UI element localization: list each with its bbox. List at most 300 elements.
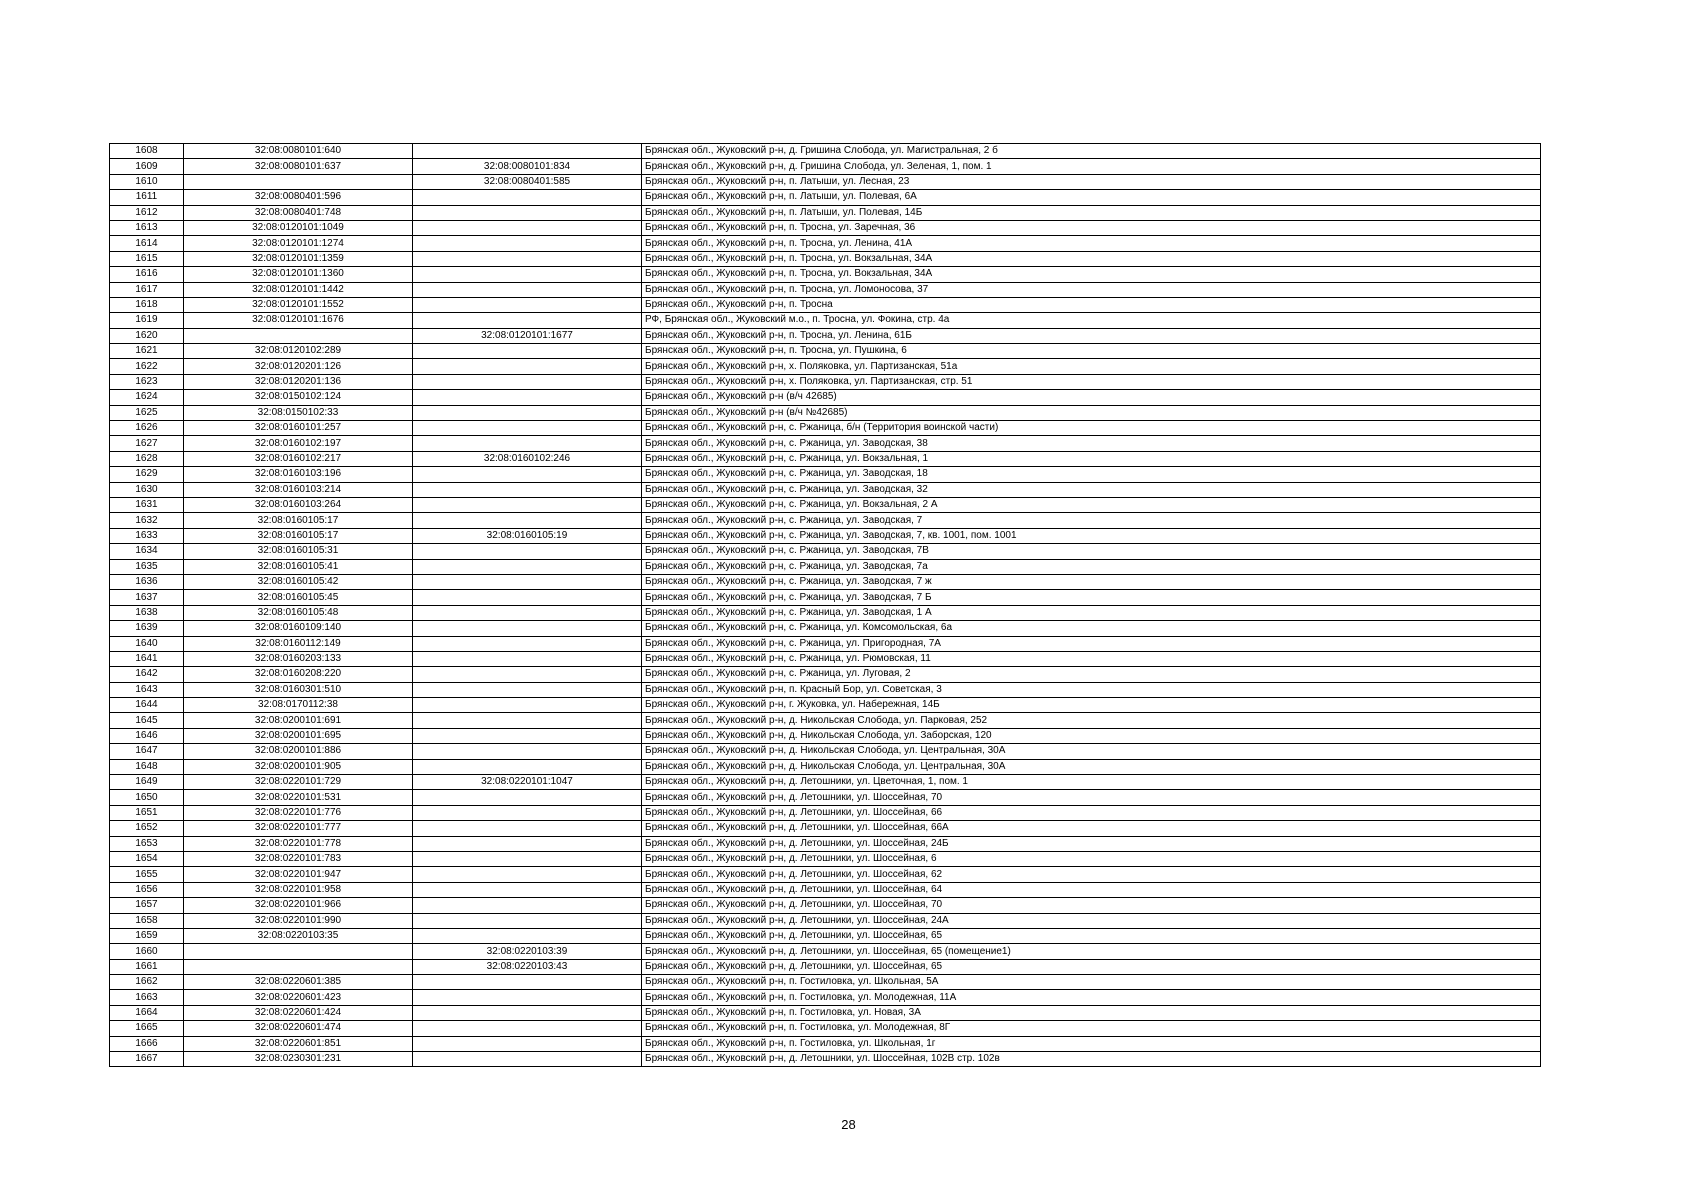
address-cell: Брянская обл., Жуковский р-н, д. Летошники, ул. Шоссейная, 102В стр. 102в	[642, 1052, 1541, 1067]
linked-cadastral-number-cell	[413, 544, 642, 559]
linked-cadastral-number-cell	[413, 790, 642, 805]
table-row	[110, 359, 1541, 374]
row-number-cell: 1625	[110, 405, 184, 420]
table-row	[110, 374, 1541, 389]
cadastral-number-cell	[184, 328, 413, 343]
linked-cadastral-number-cell	[413, 851, 642, 866]
row-number-cell: 1644	[110, 698, 184, 713]
address-cell: Брянская обл., Жуковский р-н, с. Ржаница, ул. Заводская, 1 А	[642, 605, 1541, 620]
table-row	[110, 851, 1541, 866]
linked-cadastral-number-cell	[413, 621, 642, 636]
table-row	[110, 790, 1541, 805]
table-row	[110, 898, 1541, 913]
linked-cadastral-number-cell	[413, 267, 642, 282]
address-cell: Брянская обл., Жуковский р-н, п. Тросна, ул. Ленина, 41А	[642, 236, 1541, 251]
address-cell: Брянская обл., Жуковский р-н, п. Латыши, ул. Лесная, 23	[642, 174, 1541, 189]
cadastral-number-cell: 32:08:0120101:1676	[184, 313, 413, 328]
row-number-cell: 1655	[110, 867, 184, 882]
table-row	[110, 698, 1541, 713]
row-number-cell: 1643	[110, 682, 184, 697]
table-row	[110, 313, 1541, 328]
address-cell: Брянская обл., Жуковский р-н, г. Жуковка, ул. Набережная, 14Б	[642, 698, 1541, 713]
row-number-cell: 1666	[110, 1036, 184, 1051]
cadastral-number-cell: 32:08:0120201:126	[184, 359, 413, 374]
address-cell: Брянская обл., Жуковский р-н, п. Тросна, ул. Вокзальная, 34А	[642, 251, 1541, 266]
address-cell: Брянская обл., Жуковский р-н, д. Летошники, ул. Шоссейная, 66А	[642, 821, 1541, 836]
row-number-cell: 1626	[110, 421, 184, 436]
address-cell: Брянская обл., Жуковский р-н, с. Ржаница, ул. Заводская, 7, кв. 1001, пом. 1001	[642, 528, 1541, 543]
row-number-cell: 1648	[110, 759, 184, 774]
linked-cadastral-number-cell	[413, 251, 642, 266]
address-cell: Брянская обл., Жуковский р-н, с. Ржаница, ул. Вокзальная, 2 А	[642, 497, 1541, 512]
cadastral-number-cell: 32:08:0160203:133	[184, 651, 413, 666]
address-cell: Брянская обл., Жуковский р-н, д. Летошники, ул. Шоссейная, 65 (помещение1)	[642, 944, 1541, 959]
row-number-cell: 1614	[110, 236, 184, 251]
table-row	[110, 1052, 1541, 1067]
address-cell: Брянская обл., Жуковский р-н, д. Никольская Слобода, ул. Центральная, 30А	[642, 744, 1541, 759]
address-cell: Брянская обл., Жуковский р-н, с. Ржаница, ул. Рюмовская, 11	[642, 651, 1541, 666]
address-cell: Брянская обл., Жуковский р-н, с. Ржаница, ул. Заводская, 7	[642, 513, 1541, 528]
row-number-cell: 1649	[110, 775, 184, 790]
linked-cadastral-number-cell	[413, 882, 642, 897]
row-number-cell: 1653	[110, 836, 184, 851]
linked-cadastral-number-cell	[413, 928, 642, 943]
address-cell: Брянская обл., Жуковский р-н, д. Летошники, ул. Шоссейная, 65	[642, 959, 1541, 974]
linked-cadastral-number-cell	[413, 421, 642, 436]
cadastral-number-cell: 32:08:0230301:231	[184, 1052, 413, 1067]
table-row	[110, 297, 1541, 312]
address-cell: Брянская обл., Жуковский р-н, с. Ржаница, ул. Луговая, 2	[642, 667, 1541, 682]
cadastral-number-cell: 32:08:0160105:42	[184, 574, 413, 589]
address-cell: Брянская обл., Жуковский р-н, с. Ржаница, ул. Вокзальная, 1	[642, 451, 1541, 466]
table-row	[110, 436, 1541, 451]
linked-cadastral-number-cell	[413, 220, 642, 235]
table-row	[110, 590, 1541, 605]
address-cell: Брянская обл., Жуковский р-н, д. Летошники, ул. Шоссейная, 70	[642, 790, 1541, 805]
table-row	[110, 190, 1541, 205]
address-cell: Брянская обл., Жуковский р-н, д. Гришина Слобода, ул. Магистральная, 2 б	[642, 144, 1541, 159]
table-row	[110, 559, 1541, 574]
cadastral-number-cell: 32:08:0120201:136	[184, 374, 413, 389]
linked-cadastral-number-cell	[413, 744, 642, 759]
row-number-cell: 1650	[110, 790, 184, 805]
linked-cadastral-number-cell	[413, 867, 642, 882]
linked-cadastral-number-cell	[413, 590, 642, 605]
address-cell: Брянская обл., Жуковский р-н, д. Летошники, ул. Шоссейная, 65	[642, 928, 1541, 943]
linked-cadastral-number-cell	[413, 1005, 642, 1020]
address-cell: Брянская обл., Жуковский р-н, п. Тросна	[642, 297, 1541, 312]
address-cell: Брянская обл., Жуковский р-н, п. Тросна, ул. Заречная, 36	[642, 220, 1541, 235]
cadastral-number-cell: 32:08:0220101:958	[184, 882, 413, 897]
linked-cadastral-number-cell	[413, 359, 642, 374]
row-number-cell: 1619	[110, 313, 184, 328]
linked-cadastral-number-cell	[413, 497, 642, 512]
row-number-cell: 1615	[110, 251, 184, 266]
address-cell: Брянская обл., Жуковский р-н (в/ч №42685)	[642, 405, 1541, 420]
cadastral-number-cell	[184, 174, 413, 189]
cadastral-number-cell: 32:08:0220101:531	[184, 790, 413, 805]
cadastral-number-cell: 32:08:0080401:596	[184, 190, 413, 205]
address-cell: Брянская обл., Жуковский р-н, с. Ржаница, ул. Заводская, 7 ж	[642, 574, 1541, 589]
cadastral-number-cell: 32:08:0200101:695	[184, 728, 413, 743]
linked-cadastral-number-cell	[413, 651, 642, 666]
table-row	[110, 574, 1541, 589]
linked-cadastral-number-cell	[413, 436, 642, 451]
cadastral-number-cell: 32:08:0200101:691	[184, 713, 413, 728]
cadastral-number-cell: 32:08:0220601:423	[184, 990, 413, 1005]
row-number-cell: 1646	[110, 728, 184, 743]
address-cell: Брянская обл., Жуковский р-н, п. Гостиловка, ул. Молодежная, 11А	[642, 990, 1541, 1005]
cadastral-number-cell: 32:08:0160109:140	[184, 621, 413, 636]
linked-cadastral-number-cell	[413, 574, 642, 589]
address-cell: Брянская обл., Жуковский р-н, д. Никольская Слобода, ул. Парковая, 252	[642, 713, 1541, 728]
linked-cadastral-number-cell: 32:08:0160105:19	[413, 528, 642, 543]
cadastral-number-cell: 32:08:0220101:990	[184, 913, 413, 928]
address-cell: Брянская обл., Жуковский р-н, д. Летошники, ул. Шоссейная, 66	[642, 805, 1541, 820]
row-number-cell: 1661	[110, 959, 184, 974]
linked-cadastral-number-cell	[413, 1021, 642, 1036]
row-number-cell: 1637	[110, 590, 184, 605]
cadastral-number-cell: 32:08:0120101:1442	[184, 282, 413, 297]
table-row	[110, 651, 1541, 666]
cadastral-number-cell: 32:08:0120101:1274	[184, 236, 413, 251]
row-number-cell: 1647	[110, 744, 184, 759]
linked-cadastral-number-cell	[413, 205, 642, 220]
cadastral-number-cell: 32:08:0220101:947	[184, 867, 413, 882]
table-row	[110, 682, 1541, 697]
row-number-cell: 1627	[110, 436, 184, 451]
cadastral-number-cell: 32:08:0120101:1359	[184, 251, 413, 266]
cadastral-number-cell: 32:08:0220101:778	[184, 836, 413, 851]
linked-cadastral-number-cell	[413, 682, 642, 697]
table-row	[110, 282, 1541, 297]
cadastral-number-cell: 32:08:0200101:886	[184, 744, 413, 759]
linked-cadastral-number-cell	[413, 759, 642, 774]
table-row	[110, 805, 1541, 820]
address-cell: Брянская обл., Жуковский р-н, д. Летошники, ул. Шоссейная, 24А	[642, 913, 1541, 928]
linked-cadastral-number-cell	[413, 636, 642, 651]
row-number-cell: 1620	[110, 328, 184, 343]
address-cell: Брянская обл., Жуковский р-н, д. Гришина Слобода, ул. Зеленая, 1, пом. 1	[642, 159, 1541, 174]
table-row	[110, 713, 1541, 728]
table-row	[110, 267, 1541, 282]
row-number-cell: 1652	[110, 821, 184, 836]
address-cell: Брянская обл., Жуковский р-н, п. Гостиловка, ул. Новая, 3А	[642, 1005, 1541, 1020]
cadastral-number-cell: 32:08:0160112:149	[184, 636, 413, 651]
cadastral-number-cell: 32:08:0220101:966	[184, 898, 413, 913]
table-row	[110, 944, 1541, 959]
row-number-cell: 1662	[110, 975, 184, 990]
row-number-cell: 1641	[110, 651, 184, 666]
address-cell: Брянская обл., Жуковский р-н, п. Тросна, ул. Ломоносова, 37	[642, 282, 1541, 297]
cadastral-number-cell: 32:08:0160105:31	[184, 544, 413, 559]
linked-cadastral-number-cell	[413, 405, 642, 420]
row-number-cell: 1642	[110, 667, 184, 682]
table-row	[110, 928, 1541, 943]
linked-cadastral-number-cell	[413, 297, 642, 312]
linked-cadastral-number-cell	[413, 482, 642, 497]
table-row	[110, 174, 1541, 189]
linked-cadastral-number-cell	[413, 1052, 642, 1067]
row-number-cell: 1610	[110, 174, 184, 189]
row-number-cell: 1667	[110, 1052, 184, 1067]
linked-cadastral-number-cell: 32:08:0220101:1047	[413, 775, 642, 790]
table-row	[110, 467, 1541, 482]
table-row	[110, 451, 1541, 466]
row-number-cell: 1659	[110, 928, 184, 943]
cadastral-number-cell: 32:08:0220601:474	[184, 1021, 413, 1036]
table-row	[110, 913, 1541, 928]
cadastral-number-cell: 32:08:0160102:217	[184, 451, 413, 466]
linked-cadastral-number-cell	[413, 1036, 642, 1051]
linked-cadastral-number-cell: 32:08:0160102:246	[413, 451, 642, 466]
row-number-cell: 1608	[110, 144, 184, 159]
address-cell: Брянская обл., Жуковский р-н, с. Ржаница, ул. Заводская, 7а	[642, 559, 1541, 574]
cadastral-number-cell: 32:08:0160102:197	[184, 436, 413, 451]
cadastral-number-cell: 32:08:0150102:33	[184, 405, 413, 420]
row-number-cell: 1638	[110, 605, 184, 620]
row-number-cell: 1635	[110, 559, 184, 574]
linked-cadastral-number-cell: 32:08:0120101:1677	[413, 328, 642, 343]
address-cell: Брянская обл., Жуковский р-н, с. Ржаница, ул. Заводская, 18	[642, 467, 1541, 482]
cadastral-number-cell: 32:08:0160105:17	[184, 528, 413, 543]
linked-cadastral-number-cell	[413, 144, 642, 159]
cadastral-number-cell: 32:08:0220601:424	[184, 1005, 413, 1020]
property-registry-table	[109, 143, 1541, 1067]
linked-cadastral-number-cell	[413, 990, 642, 1005]
table-row	[110, 990, 1541, 1005]
linked-cadastral-number-cell	[413, 821, 642, 836]
table-row	[110, 621, 1541, 636]
cadastral-number-cell: 32:08:0120101:1552	[184, 297, 413, 312]
address-cell: Брянская обл., Жуковский р-н, д. Летошники, ул. Шоссейная, 6	[642, 851, 1541, 866]
table-row	[110, 236, 1541, 251]
cadastral-number-cell: 32:08:0160101:257	[184, 421, 413, 436]
address-cell: Брянская обл., Жуковский р-н, с. Ржаница, ул. Комсомольская, 6а	[642, 621, 1541, 636]
address-cell: Брянская обл., Жуковский р-н, х. Поляковка, ул. Партизанская, стр. 51	[642, 374, 1541, 389]
cadastral-number-cell	[184, 959, 413, 974]
row-number-cell: 1640	[110, 636, 184, 651]
row-number-cell: 1630	[110, 482, 184, 497]
table-row	[110, 497, 1541, 512]
row-number-cell: 1634	[110, 544, 184, 559]
linked-cadastral-number-cell	[413, 898, 642, 913]
row-number-cell: 1611	[110, 190, 184, 205]
cadastral-number-cell: 32:08:0220101:729	[184, 775, 413, 790]
table-row	[110, 867, 1541, 882]
table-row	[110, 405, 1541, 420]
linked-cadastral-number-cell	[413, 313, 642, 328]
cadastral-number-cell: 32:08:0080101:637	[184, 159, 413, 174]
linked-cadastral-number-cell	[413, 344, 642, 359]
registry-table-body	[110, 144, 1541, 1067]
linked-cadastral-number-cell	[413, 190, 642, 205]
address-cell: Брянская обл., Жуковский р-н, д. Летошники, ул. Цветочная, 1, пом. 1	[642, 775, 1541, 790]
row-number-cell: 1656	[110, 882, 184, 897]
row-number-cell: 1617	[110, 282, 184, 297]
cadastral-number-cell: 32:08:0220101:777	[184, 821, 413, 836]
linked-cadastral-number-cell	[413, 374, 642, 389]
table-row	[110, 220, 1541, 235]
table-row	[110, 775, 1541, 790]
table-row	[110, 1005, 1541, 1020]
address-cell: Брянская обл., Жуковский р-н (в/ч 42685)	[642, 390, 1541, 405]
cadastral-number-cell: 32:08:0160103:196	[184, 467, 413, 482]
row-number-cell: 1664	[110, 1005, 184, 1020]
cadastral-number-cell: 32:08:0160105:45	[184, 590, 413, 605]
table-row	[110, 667, 1541, 682]
linked-cadastral-number-cell	[413, 390, 642, 405]
linked-cadastral-number-cell	[413, 667, 642, 682]
cadastral-number-cell: 32:08:0120101:1360	[184, 267, 413, 282]
cadastral-number-cell: 32:08:0160103:264	[184, 497, 413, 512]
cadastral-number-cell	[184, 944, 413, 959]
linked-cadastral-number-cell: 32:08:0080401:585	[413, 174, 642, 189]
row-number-cell: 1613	[110, 220, 184, 235]
linked-cadastral-number-cell	[413, 836, 642, 851]
table-row	[110, 144, 1541, 159]
table-row	[110, 636, 1541, 651]
row-number-cell: 1622	[110, 359, 184, 374]
cadastral-number-cell: 32:08:0160105:41	[184, 559, 413, 574]
row-number-cell: 1636	[110, 574, 184, 589]
row-number-cell: 1657	[110, 898, 184, 913]
address-cell: Брянская обл., Жуковский р-н, х. Поляковка, ул. Партизанская, 51а	[642, 359, 1541, 374]
table-row	[110, 882, 1541, 897]
row-number-cell: 1628	[110, 451, 184, 466]
cadastral-number-cell: 32:08:0220101:783	[184, 851, 413, 866]
row-number-cell: 1631	[110, 497, 184, 512]
address-cell: Брянская обл., Жуковский р-н, д. Никольская Слобода, ул. Заборская, 120	[642, 728, 1541, 743]
table-row	[110, 759, 1541, 774]
address-cell: Брянская обл., Жуковский р-н, п. Латыши, ул. Полевая, 6А	[642, 190, 1541, 205]
table-row	[110, 728, 1541, 743]
cadastral-number-cell: 32:08:0160208:220	[184, 667, 413, 682]
address-cell: Брянская обл., Жуковский р-н, п. Тросна, ул. Пушкина, 6	[642, 344, 1541, 359]
row-number-cell: 1609	[110, 159, 184, 174]
table-row	[110, 205, 1541, 220]
linked-cadastral-number-cell	[413, 975, 642, 990]
cadastral-number-cell: 32:08:0220101:776	[184, 805, 413, 820]
row-number-cell: 1621	[110, 344, 184, 359]
address-cell: Брянская обл., Жуковский р-н, п. Гостиловка, ул. Школьная, 1г	[642, 1036, 1541, 1051]
row-number-cell: 1660	[110, 944, 184, 959]
address-cell: Брянская обл., Жуковский р-н, д. Летошники, ул. Шоссейная, 64	[642, 882, 1541, 897]
address-cell: Брянская обл., Жуковский р-н, с. Ржаница, ул. Заводская, 32	[642, 482, 1541, 497]
address-cell: Брянская обл., Жуковский р-н, д. Никольская Слобода, ул. Центральная, 30А	[642, 759, 1541, 774]
cadastral-number-cell: 32:08:0080101:640	[184, 144, 413, 159]
address-cell: Брянская обл., Жуковский р-н, с. Ржаница, ул. Заводская, 7 Б	[642, 590, 1541, 605]
address-cell: Брянская обл., Жуковский р-н, п. Гостиловка, ул. Молодежная, 8Г	[642, 1021, 1541, 1036]
linked-cadastral-number-cell: 32:08:0220103:43	[413, 959, 642, 974]
linked-cadastral-number-cell	[413, 282, 642, 297]
cadastral-number-cell: 32:08:0160105:48	[184, 605, 413, 620]
cadastral-number-cell: 32:08:0120101:1049	[184, 220, 413, 235]
table-row	[110, 421, 1541, 436]
cadastral-number-cell: 32:08:0080401:748	[184, 205, 413, 220]
cadastral-number-cell: 32:08:0150102:124	[184, 390, 413, 405]
table-row	[110, 390, 1541, 405]
cadastral-number-cell: 32:08:0170112:38	[184, 698, 413, 713]
linked-cadastral-number-cell	[413, 728, 642, 743]
linked-cadastral-number-cell: 32:08:0220103:39	[413, 944, 642, 959]
address-cell: Брянская обл., Жуковский р-н, с. Ржаница, ул. Заводская, 7В	[642, 544, 1541, 559]
row-number-cell: 1665	[110, 1021, 184, 1036]
table-row	[110, 528, 1541, 543]
address-cell: Брянская обл., Жуковский р-н, п. Гостиловка, ул. Школьная, 5А	[642, 975, 1541, 990]
linked-cadastral-number-cell	[413, 467, 642, 482]
linked-cadastral-number-cell	[413, 559, 642, 574]
row-number-cell: 1623	[110, 374, 184, 389]
address-cell: Брянская обл., Жуковский р-н, д. Летошники, ул. Шоссейная, 70	[642, 898, 1541, 913]
row-number-cell: 1645	[110, 713, 184, 728]
cadastral-number-cell: 32:08:0220601:851	[184, 1036, 413, 1051]
table-row	[110, 1021, 1541, 1036]
table-row	[110, 1036, 1541, 1051]
row-number-cell: 1616	[110, 267, 184, 282]
table-row	[110, 328, 1541, 343]
address-cell: Брянская обл., Жуковский р-н, п. Тросна, ул. Вокзальная, 34А	[642, 267, 1541, 282]
table-row	[110, 975, 1541, 990]
table-row	[110, 251, 1541, 266]
linked-cadastral-number-cell	[413, 913, 642, 928]
table-row	[110, 344, 1541, 359]
table-row	[110, 744, 1541, 759]
page-number: 28	[841, 1117, 856, 1132]
address-cell: Брянская обл., Жуковский р-н, п. Тросна, ул. Ленина, 61Б	[642, 328, 1541, 343]
table-row	[110, 605, 1541, 620]
row-number-cell: 1612	[110, 205, 184, 220]
address-cell: Брянская обл., Жуковский р-н, п. Латыши, ул. Полевая, 14Б	[642, 205, 1541, 220]
row-number-cell: 1639	[110, 621, 184, 636]
cadastral-number-cell: 32:08:0120102:289	[184, 344, 413, 359]
cadastral-number-cell: 32:08:0220601:385	[184, 975, 413, 990]
row-number-cell: 1624	[110, 390, 184, 405]
table-row	[110, 821, 1541, 836]
linked-cadastral-number-cell	[413, 605, 642, 620]
table-row	[110, 836, 1541, 851]
table-row	[110, 513, 1541, 528]
cadastral-number-cell: 32:08:0160301:510	[184, 682, 413, 697]
row-number-cell: 1651	[110, 805, 184, 820]
linked-cadastral-number-cell	[413, 805, 642, 820]
linked-cadastral-number-cell	[413, 698, 642, 713]
table-row	[110, 544, 1541, 559]
address-cell: Брянская обл., Жуковский р-н, д. Летошники, ул. Шоссейная, 62	[642, 867, 1541, 882]
cadastral-number-cell: 32:08:0160105:17	[184, 513, 413, 528]
linked-cadastral-number-cell	[413, 236, 642, 251]
table-row	[110, 959, 1541, 974]
row-number-cell: 1654	[110, 851, 184, 866]
linked-cadastral-number-cell	[413, 513, 642, 528]
table-row	[110, 482, 1541, 497]
row-number-cell: 1633	[110, 528, 184, 543]
address-cell: Брянская обл., Жуковский р-н, п. Красный Бор, ул. Советская, 3	[642, 682, 1541, 697]
row-number-cell: 1632	[110, 513, 184, 528]
cadastral-number-cell: 32:08:0220103:35	[184, 928, 413, 943]
address-cell: Брянская обл., Жуковский р-н, с. Ржаница, ул. Заводская, 38	[642, 436, 1541, 451]
address-cell: РФ, Брянская обл., Жуковский м.о., п. Тросна, ул. Фокина, стр. 4а	[642, 313, 1541, 328]
address-cell: Брянская обл., Жуковский р-н, д. Летошники, ул. Шоссейная, 24Б	[642, 836, 1541, 851]
cadastral-number-cell: 32:08:0200101:905	[184, 759, 413, 774]
address-cell: Брянская обл., Жуковский р-н, с. Ржаница, б/н (Территория воинской части)	[642, 421, 1541, 436]
row-number-cell: 1663	[110, 990, 184, 1005]
address-cell: Брянская обл., Жуковский р-н, с. Ржаница, ул. Пригородная, 7А	[642, 636, 1541, 651]
table-row	[110, 159, 1541, 174]
row-number-cell: 1618	[110, 297, 184, 312]
row-number-cell: 1658	[110, 913, 184, 928]
linked-cadastral-number-cell: 32:08:0080101:834	[413, 159, 642, 174]
